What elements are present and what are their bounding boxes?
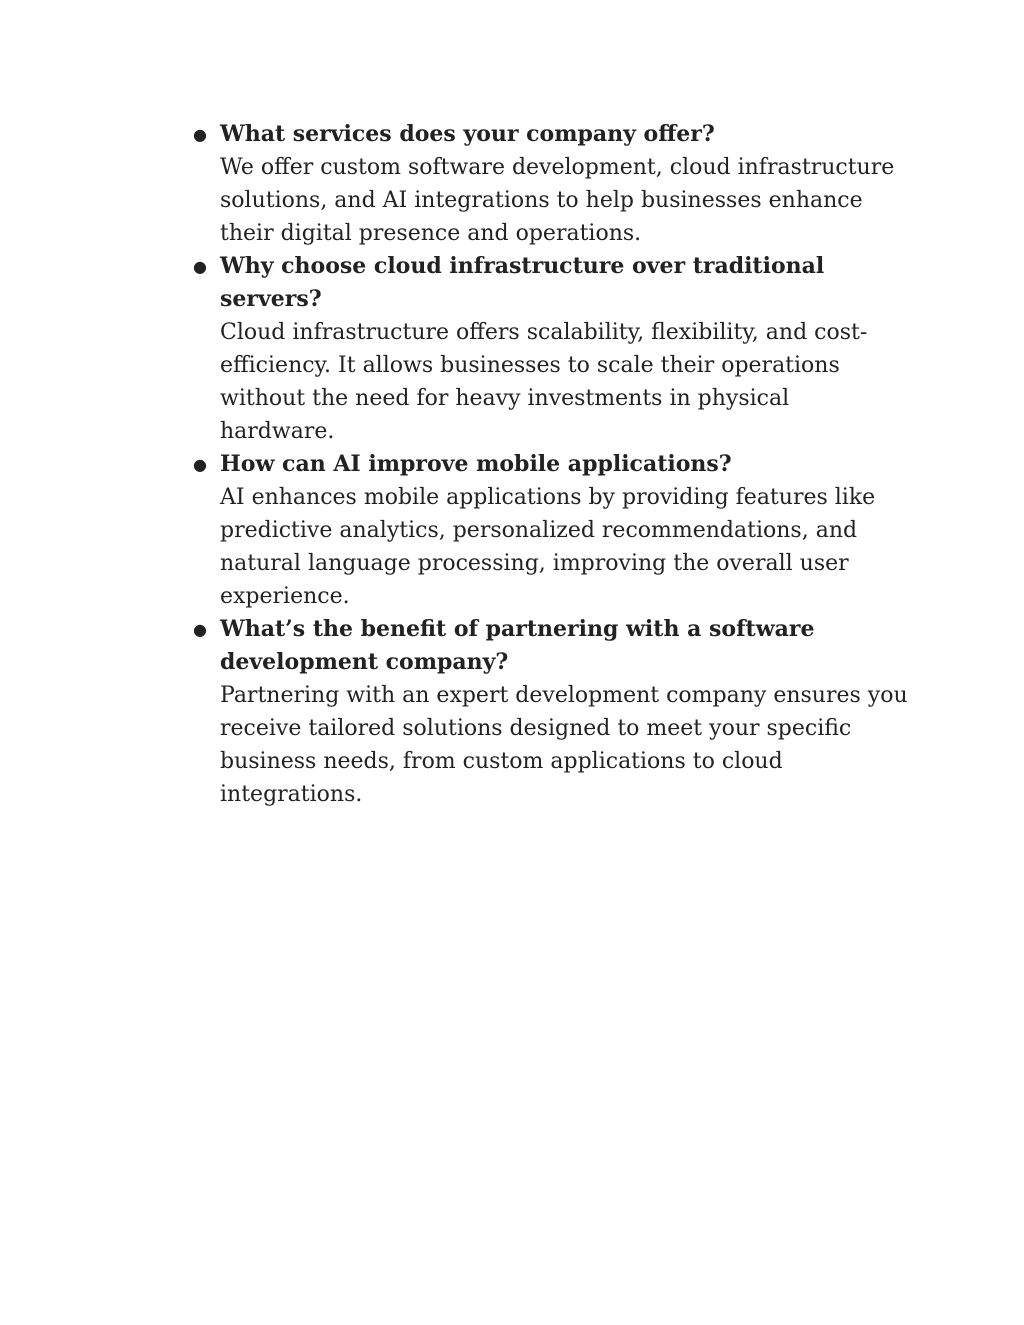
faq-list <box>193 118 910 811</box>
faq-answer: Partnering with an expert development company ensures you receive tailored solutions designed to meet your specific business needs, from custom applications to cloud integrations. <box>220 683 908 807</box>
bullet-icon: ● <box>193 125 207 144</box>
faq-answer: Cloud infrastructure offers scalability, flexibility, and cost-efficiency. It allows businesses to scale their operations without the need for heavy investments in physical hardware. <box>220 320 868 444</box>
bullet-icon: ● <box>193 257 207 276</box>
faq-item <box>193 250 910 448</box>
faq-answer: We offer custom software development, cloud infrastructure solutions, and AI integrations to help businesses enhance their digital presence and operations. <box>220 155 895 246</box>
bullet-icon: ● <box>193 455 207 474</box>
faq-item <box>193 118 910 250</box>
bullet-icon: ● <box>193 620 207 639</box>
faq-item <box>193 613 910 811</box>
faq-question: What’s the benefit of partnering with a software development company? <box>220 616 815 675</box>
faq-question: Why choose cloud infrastructure over traditional servers? <box>220 253 825 312</box>
faq-answer: AI enhances mobile applications by providing features like predictive analytics, personalized recommendations, and natural language processing, improving the overall user experience. <box>220 485 876 609</box>
faq-question: How can AI improve mobile applications? <box>220 451 732 477</box>
faq-item <box>193 448 910 613</box>
faq-question: What services does your company offer? <box>220 121 715 147</box>
